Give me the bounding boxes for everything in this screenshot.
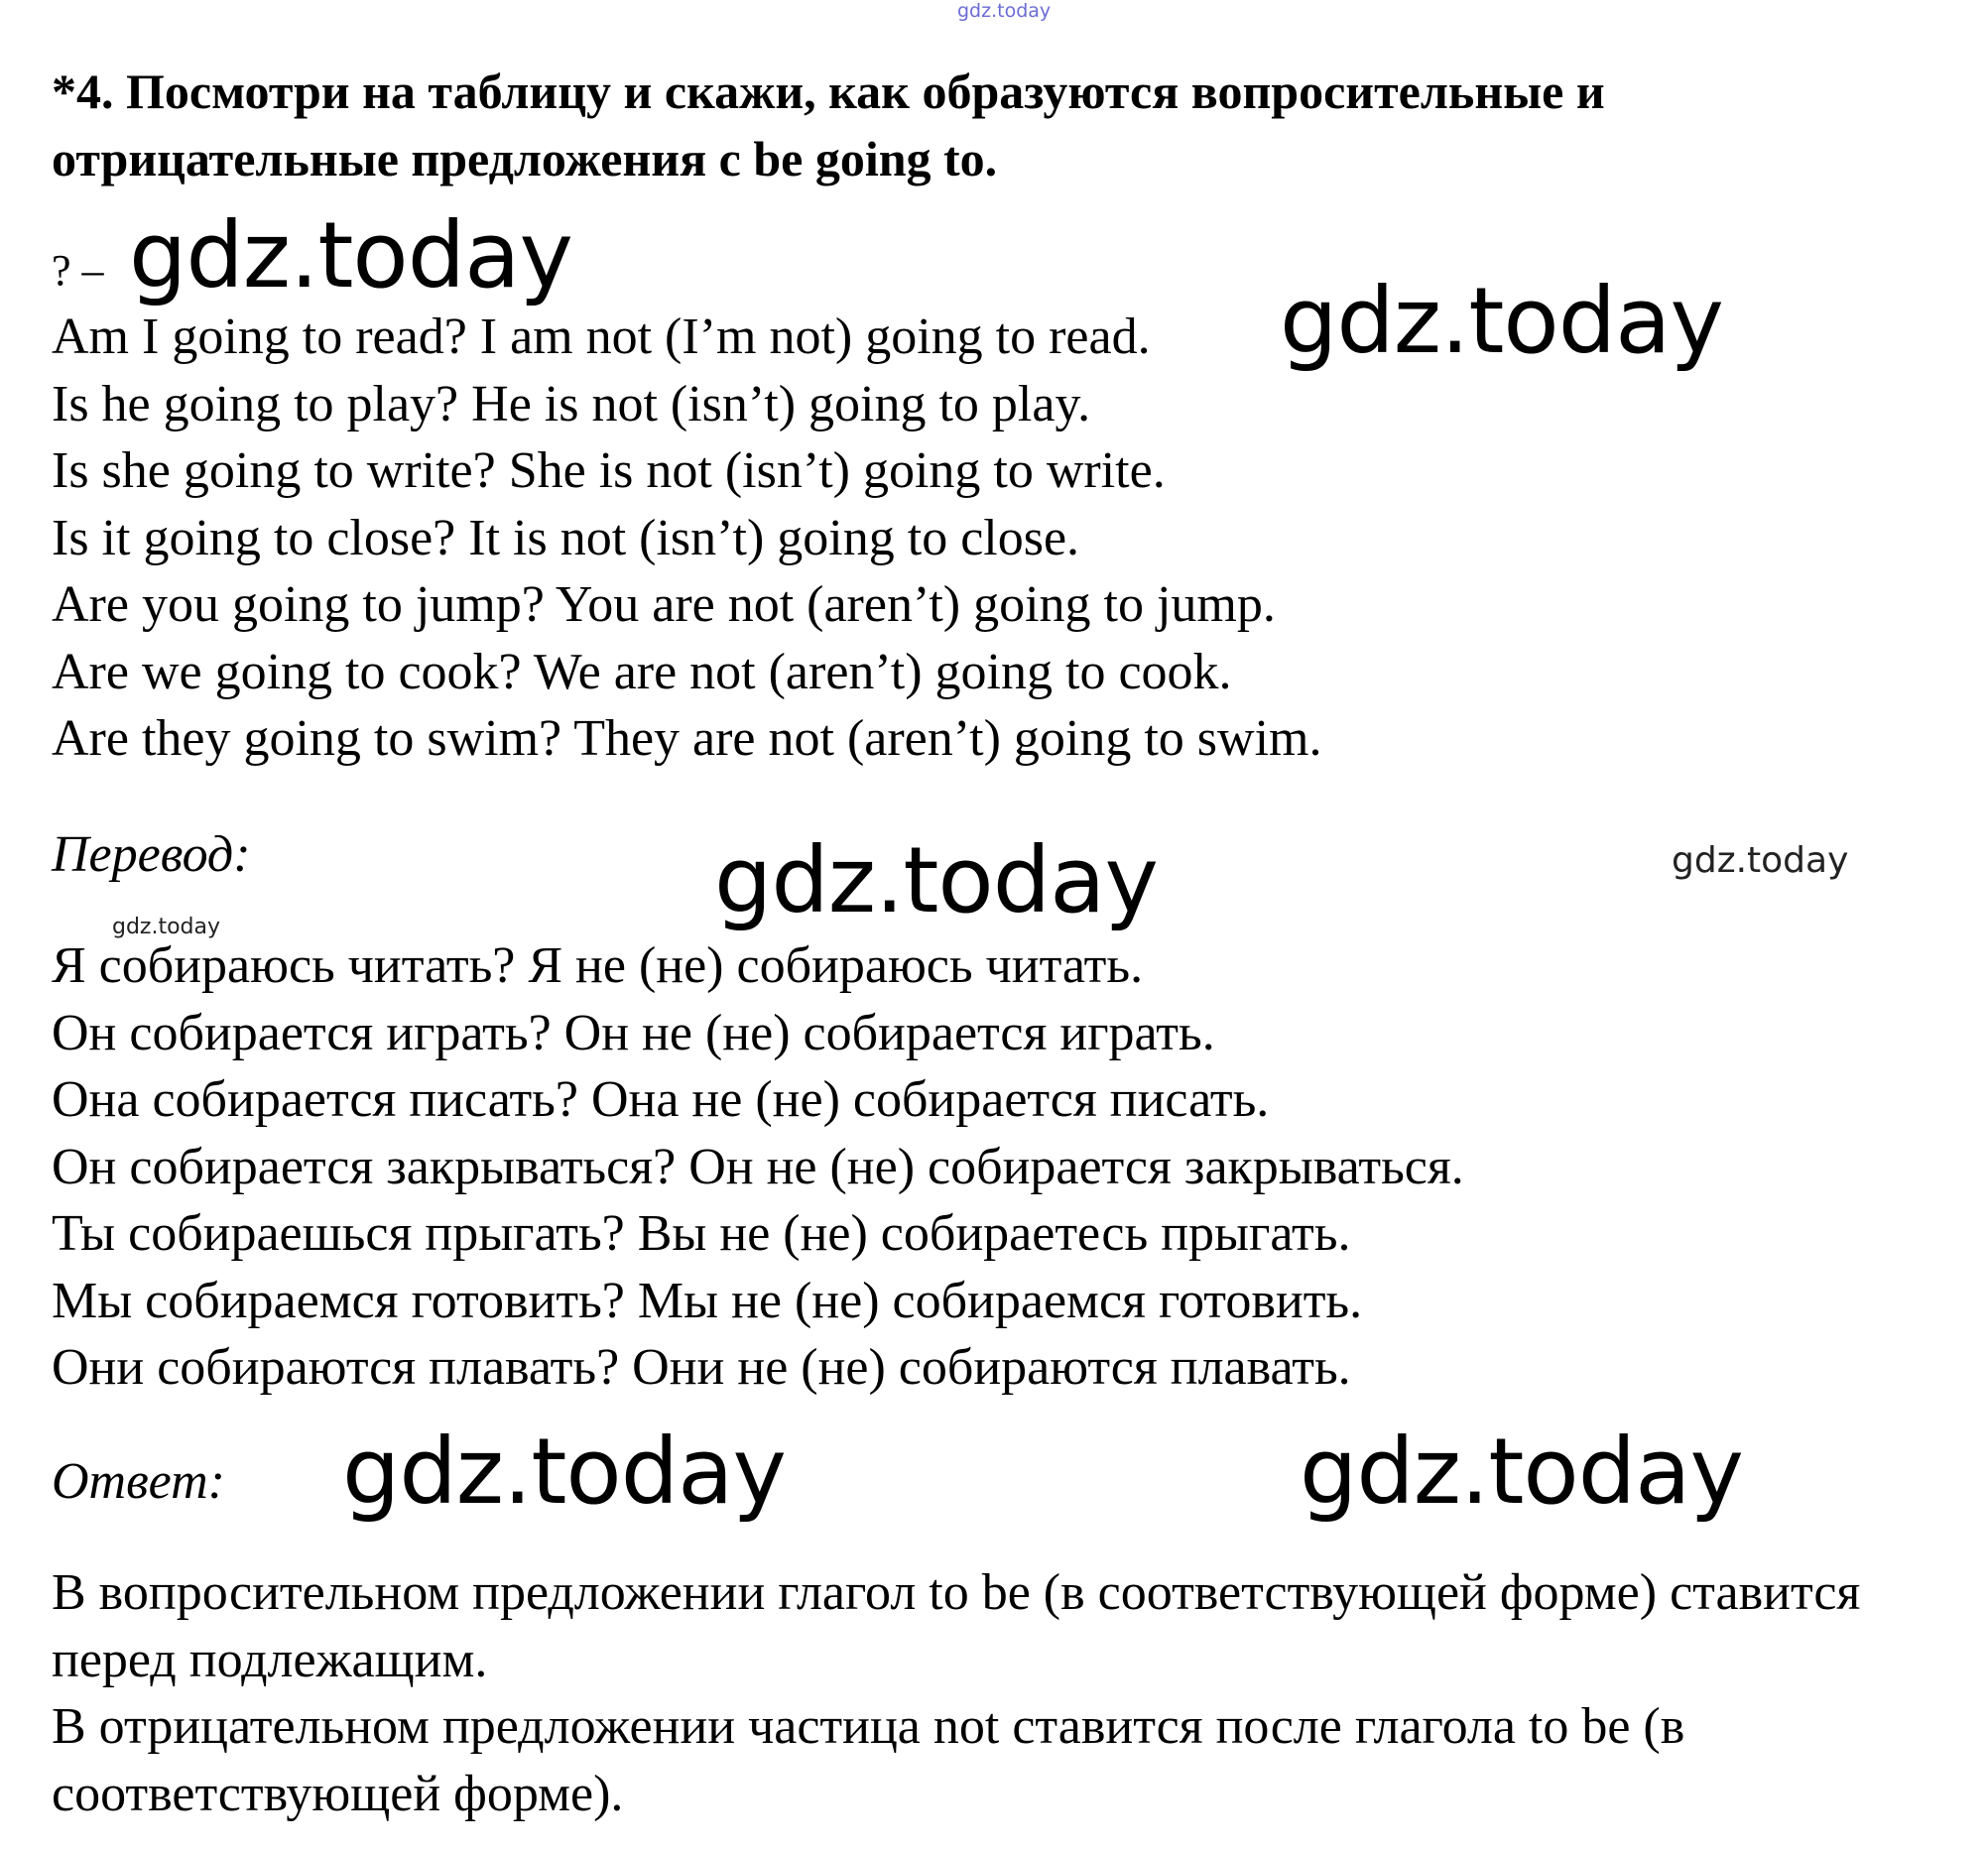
english-line: Are they going to swim? They are not (aren’t) going to swim. — [52, 710, 1322, 767]
answer-paragraph: В вопросительном предложении глагол to be (в соответствующей форме) ставится перед подлежащим. — [52, 1564, 1861, 1688]
watermark-top: gdz.today — [957, 0, 1052, 22]
english-line: Is he going to play? He is not (isn’t) going to play. — [52, 375, 1091, 432]
russian-line: Она собирается писать? Она не (не) собирается писать. — [52, 1071, 1270, 1128]
translation-label: Перевод: — [52, 826, 251, 883]
english-line: Am I going to read? I am not (I’m not) going to read. — [52, 309, 1151, 365]
exercise-title: *4. Посмотри на таблицу и скажи, как образуются вопросительные и отрицательные предложения с be going to. — [52, 63, 1605, 186]
russian-sentences — [52, 932, 1464, 1402]
russian-line: Они собираются плавать? Они не (не) собираются плавать. — [52, 1339, 1351, 1396]
watermark-small-right: gdz.today — [1672, 840, 1849, 881]
answer-label: Ответ: — [52, 1453, 225, 1510]
english-line: Is it going to close? It is not (isn’t) going to close. — [52, 509, 1080, 566]
english-line: Are you going to jump? You are not (aren’t) going to jump. — [52, 576, 1276, 633]
watermark-small-left: gdz.today — [112, 915, 221, 939]
english-line: Are we going to cook? We are not (aren’t) going to cook. — [52, 643, 1232, 700]
question-negation-symbols: ? – — [52, 246, 104, 295]
watermark-large-3: gdz.today — [714, 827, 1158, 933]
russian-line: Он собирается играть? Он не (не) собирается играть. — [52, 1004, 1215, 1061]
russian-line: Мы собираемся готовить? Мы не (не) собираемся готовить. — [52, 1272, 1363, 1329]
russian-line: Ты собираешься прыгать? Вы не (не) собираетесь прыгать. — [52, 1205, 1351, 1262]
russian-line: Я собираюсь читать? Я не (не) собираюсь читать. — [52, 937, 1144, 994]
watermark-large-2: gdz.today — [1280, 268, 1723, 374]
watermark-large-4: gdz.today — [342, 1419, 786, 1525]
watermark-large-1: gdz.today — [129, 202, 572, 309]
english-sentences — [52, 304, 1321, 773]
english-line: Is she going to write? She is not (isn’t) going to write. — [52, 442, 1166, 499]
answer-text — [52, 1559, 1936, 1827]
watermark-large-5: gdz.today — [1300, 1419, 1743, 1525]
answer-paragraph: В отрицательном предложении частица not ставится после глагола to be (в соответствующей форме). — [52, 1698, 1685, 1822]
russian-line: Он собирается закрываться? Он не (не) собирается закрываться. — [52, 1138, 1464, 1195]
